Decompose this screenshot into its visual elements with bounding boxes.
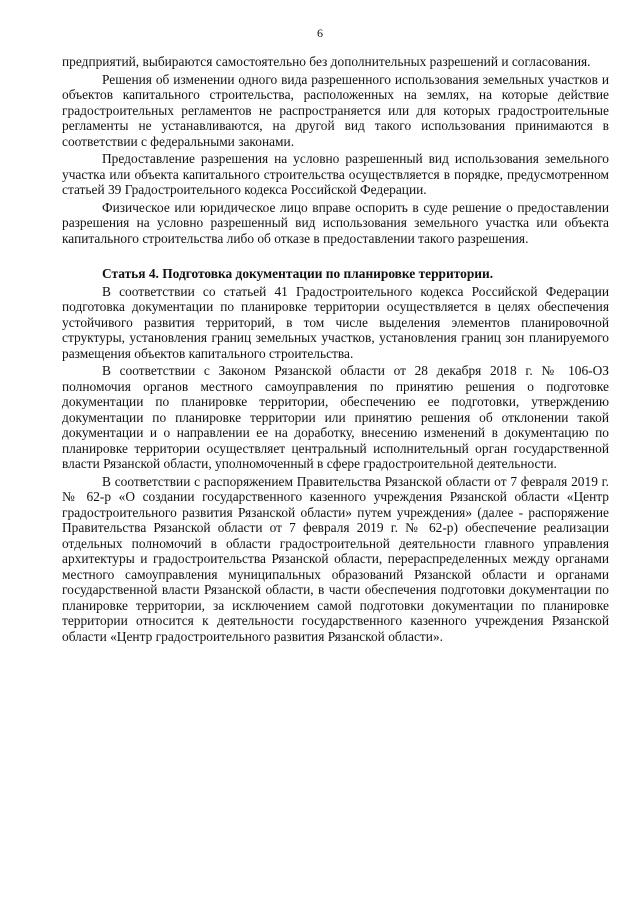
page-number: 6: [317, 26, 323, 40]
article-heading: Статья 4. Подготовка документации по планировке территории.: [102, 266, 494, 281]
paragraph: В соответствии с распоряжением Правительства Рязанской области от 7 февраля 2019 г. № 62-р «О создании государственного казенного учреждения Рязанской области «Центр градостроительного развития Рязанской области» путем учреждения» (далее - распоряжение Правительства Рязанской области от 7 февраля 2019 г. № 62-р) обеспечение реализации отдельных полномочий в области градостроительной деятельности главного управления архитектуры и градостроительства Рязанской области, перераспределенных между органами местного самоуправления муниципальных образований Рязанской области и органами государственной власти Рязанской области, в части обеспечения подготовки документации по планировке территории, за исключением самой подготовки документации по планировке территории относится к деятельности государственного казенного учреждения Рязанской области «Центр градостроительного развития Рязанской области».: [62, 473, 609, 644]
paragraph: Физическое или юридическое лицо вправе оспорить в суде решение о предоставлении разрешения на условно разрешенный вид использования земельного участка или объекта капитального строительства либо об отказе в предоставлении такого разрешения.: [62, 199, 609, 246]
paragraph: Решения об изменении одного вида разрешенного использования земельных участков и объектов капитального строительства, расположенных на землях, на которые действие градостроительных регламентов не распространяется или для которых градостроительные регламенты не устанавливаются, на другой вид такого использования принимаются в соответствии с федеральными законами.: [62, 71, 609, 149]
paragraph: Предоставление разрешения на условно разрешенный вид использования земельного участка или объекта капитального строительства осуществляется в порядке, предусмотренном статьей 39 Градостроительного кодекса Российской Федерации.: [62, 151, 609, 197]
paragraph-continuation: предприятий, выбираются самостоятельно без дополнительных разрешений и согласования.: [62, 54, 591, 69]
body-text: [62, 54, 609, 646]
paragraph: В соответствии с Законом Рязанской области от 28 декабря 2018 г. № 106-ОЗ полномочия органов местного самоуправления по принятию решения о подготовке документации по планировке территории, обеспечению ее подготовки, утверждению документации по планировке территории или принятию решения об отклонении такой документации и о направлении ее на доработку, внесению изменений в документацию по планировке территории осуществляет центральный исполнительный орган государственной власти Рязанской области, уполномоченный в сфере градостроительной деятельности.: [62, 363, 609, 471]
paragraph: В соответствии со статьей 41 Градостроительного кодекса Российской Федерации подготовка документации по планировке территории осуществляется в целях обеспечения устойчивого развития территорий, в том числе выделения элементов планировочной структуры, установления границ земельных участков, установления границ зон планируемого размещения объектов капитального строительства.: [62, 283, 609, 361]
